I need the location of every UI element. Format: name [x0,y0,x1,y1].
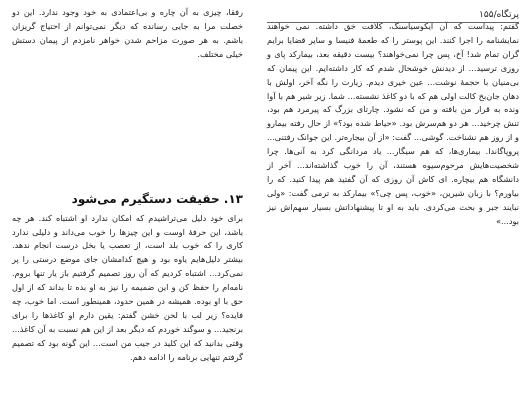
left-page [0,0,255,409]
right-page [255,0,529,409]
chapter-title: ۱۳. حقیقت دستگیرم می‌شود [71,191,243,206]
right-body-paragraph: گفتم: پیداست که آن ایکوسیاسنگ، کلافت خق داشته. نمی خواهند نمایشنامه را اجرا کنند. این پوستر را که طعمهٔ فنیسا و سایر قضایا برایم گران تمام شد! آخ، پس چرا نمی‌خواهند؟ بیست دقیقه بعد، بیمارکد پای و روزی ترسید... از دیدنش خوشحال شدم که کار داشته‌ایم. این پیمان که بی‌منیان با حجمهٔ نوشت... عین خیری دیدم. زیارت را نگه آخر، اولش با دهان جان‌بخ کالت اولی هم که با دو کاغذ نشسته... شما. زیر شیر هم با آوا ونده به قرار من بافته و من که نشود. چارتای بزرگ که پیرمرد هم بود، تنش چرخید... هر دو هم‌سرش بود. «حیاط شده بود؟» از حال رفته بیمارو و از روز هم نشناخت. گوشی... گفت: «از آن بیجاره‌تر. این جوانک رفتنی... پروپاگاندا. بیماری‌ها، که هم سیگار... یاد مردانگی کرد به آنی‌ها. چرا شخصیت‌هایش مرحوم‌سیوه هستند، آن را خوب گذاشته‌اند... آخر از دانشگاه هم بیچاره. ای کاش آن روزی که آن گفتید هم پیدا کنید. که را بیاورم؟ با زبان شیرین، «خوب، پس چی؟» بیمارکد به ترمی گفت: «ولی نبایند جبر و بحث می‌کردی. باید به او تا پیشنهاداتش بسیار سهم‌اش نیز بود...» [267,21,519,226]
left-body-paragraph: برای خود دلیل می‌تراشیدم که امکان ندارد او اشتباه کند. هر چه باشد، این حرفهٔ اوست و این چیزها را خوب می‌داند و دلیلی ندارد کاری را که خوب بلد است، از تعصب یا بخل درست انجام ندهد. بیشتر دلیل‌هایم یاوه بود و هیچ کدامشان جای موضع درستی را پر نمی‌کرد... اشتباه کردیم که آن روز تصمیم گرفتیم باز یار تنها بروم. نامه‌ام را حفظ کن و این ضمیمه را نیز به او بده تا بداند که از اول حق با او بوده. همیشه در همین حدود، همینطور است. اما خوب، چه فایده؟ زیر لب با لحن خشن گفتم: یقین دارم او کاغذها را برای برنجید... و سوگند خوردم که دیگر بعد از این هم نسبت به آن کاغذ... وقتی بدانید که این کلید در جیب من است... این گونه بود که تصمیم گرفتم تنهایی برنامه را ادامه دهم. [12,212,243,362]
left-opening-paragraph: رفقا، چیزی به آن چاره و بی‌اعتمادی به خود وجود ندارد. این دو خصلت مرا به جایی رسانده که دیگر نمی‌توانم از احتیاج گریزان باشم. به هر صورت مزاحم شدن خواهر نامزدم از پیمان دستش خیلی مختلف. [12,7,243,59]
page-header: پرتگاه/۱۵۵ [267,10,519,23]
